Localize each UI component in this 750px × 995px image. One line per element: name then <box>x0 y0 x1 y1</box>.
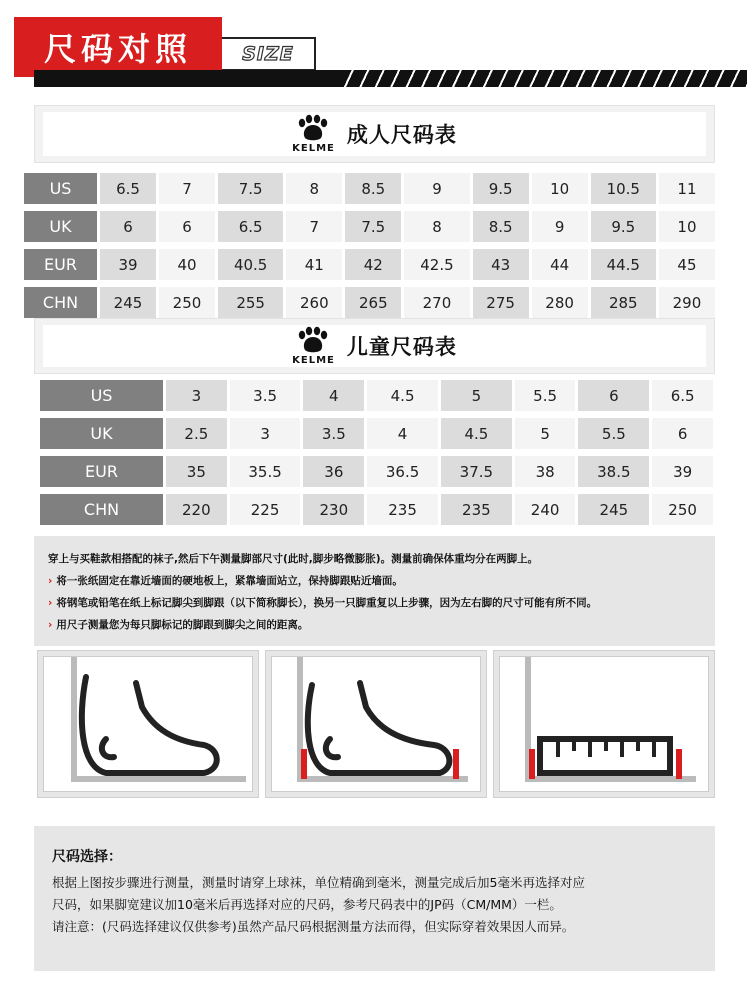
size-cell: 9.5 <box>473 173 529 204</box>
instruction-step: › 将一张纸固定在靠近墙面的硬地板上，紧靠墙面站立，保持脚跟贴近墙面。 <box>48 575 403 587</box>
size-cell: 235 <box>441 494 512 525</box>
kelme-logo <box>292 326 335 366</box>
kids-size-table <box>37 373 716 532</box>
size-cell: 220 <box>166 494 227 525</box>
kelme-logo <box>292 114 335 154</box>
row-label: EUR <box>40 456 163 487</box>
brand-name: KELME <box>292 143 335 154</box>
size-cell: 8.5 <box>473 211 529 242</box>
table-row <box>24 249 715 280</box>
table-row <box>40 494 713 525</box>
paw-icon <box>296 114 330 142</box>
size-cell: 9 <box>404 173 469 204</box>
size-cell: 3 <box>230 418 301 449</box>
size-label-box <box>222 37 316 71</box>
diagram-mark-foot <box>265 650 487 798</box>
size-cell: 41 <box>286 249 342 280</box>
size-cell: 8 <box>404 211 469 242</box>
table-row <box>24 173 715 204</box>
size-cell: 7.5 <box>218 173 283 204</box>
notes-line: 请注意：(尺码选择建议仅供参考)虽然产品尺码根据测量方法而得，但实际穿着效果因人而异。 <box>52 919 575 934</box>
size-cell: 45 <box>659 249 715 280</box>
header-stripe-bar <box>34 70 747 87</box>
adult-title: 成人尺码表 <box>346 123 457 147</box>
size-cell: 250 <box>159 287 215 318</box>
size-cell: 10 <box>659 211 715 242</box>
diagram-measure-ruler <box>493 650 715 798</box>
size-cell: 2.5 <box>166 418 227 449</box>
size-cell: 9 <box>532 211 588 242</box>
instruction-step: › 用尺子测量您为每只脚标记的脚跟到脚尖之间的距离。 <box>48 619 309 631</box>
size-cell: 3 <box>166 380 227 411</box>
size-cell: 6 <box>100 211 156 242</box>
size-cell: 6.5 <box>218 211 283 242</box>
header <box>0 0 750 95</box>
size-cell: 7 <box>286 211 342 242</box>
size-cell: 43 <box>473 249 529 280</box>
notes-title: 尺码选择： <box>52 849 122 865</box>
table-row <box>40 380 713 411</box>
size-cell: 270 <box>404 287 469 318</box>
size-cell: 245 <box>578 494 649 525</box>
table-row <box>24 287 715 318</box>
size-cell: 36.5 <box>367 456 438 487</box>
size-cell: 3.5 <box>230 380 301 411</box>
size-cell: 5 <box>515 418 576 449</box>
size-cell: 275 <box>473 287 529 318</box>
size-cell: 7.5 <box>345 211 401 242</box>
table-row <box>24 211 715 242</box>
row-label: UK <box>24 211 97 242</box>
kids-title-panel <box>34 318 715 374</box>
foot-icon <box>272 657 482 793</box>
size-cell: 6 <box>652 418 713 449</box>
size-cell: 3.5 <box>303 418 364 449</box>
ruler-icon <box>500 657 710 793</box>
size-cell: 9.5 <box>591 211 656 242</box>
size-cell: 10 <box>532 173 588 204</box>
size-cell: 250 <box>652 494 713 525</box>
chevron-right-icon: › <box>48 575 53 587</box>
row-label: CHN <box>40 494 163 525</box>
measure-instructions <box>34 536 715 646</box>
size-cell: 235 <box>367 494 438 525</box>
chevron-right-icon: › <box>48 619 53 631</box>
size-cell: 8 <box>286 173 342 204</box>
size-cell: 7 <box>159 173 215 204</box>
size-cell: 36 <box>303 456 364 487</box>
size-cell: 38 <box>515 456 576 487</box>
notes-line: 尺码，如果脚宽建议加10毫米后再选择对应的尺码，参考尺码表中的JP码（CM/MM）一栏。 <box>52 897 562 912</box>
size-cell: 44 <box>532 249 588 280</box>
table-row <box>40 418 713 449</box>
size-cell: 245 <box>100 287 156 318</box>
diagram-stand-against-wall <box>37 650 259 798</box>
row-label: EUR <box>24 249 97 280</box>
chevron-right-icon: › <box>48 597 53 609</box>
adult-title-panel <box>34 105 715 163</box>
size-cell: 4.5 <box>367 380 438 411</box>
table-row <box>40 456 713 487</box>
size-cell: 6.5 <box>652 380 713 411</box>
row-label: CHN <box>24 287 97 318</box>
instruction-step: › 将钢笔或铅笔在纸上标记脚尖到脚跟（以下简称脚长），换另一只脚重复以上步骤，因为左右脚的尺寸可能有所不同。 <box>48 597 598 609</box>
size-cell: 255 <box>218 287 283 318</box>
paw-icon <box>296 326 330 354</box>
size-cell: 230 <box>303 494 364 525</box>
foot-icon <box>44 657 254 793</box>
size-label: SIZE <box>242 43 294 65</box>
size-cell: 5 <box>441 380 512 411</box>
size-cell: 42 <box>345 249 401 280</box>
size-cell: 40.5 <box>218 249 283 280</box>
size-cell: 4 <box>367 418 438 449</box>
size-cell: 6.5 <box>100 173 156 204</box>
size-cell: 39 <box>652 456 713 487</box>
size-cell: 6 <box>578 380 649 411</box>
size-cell: 8.5 <box>345 173 401 204</box>
kids-title: 儿童尺码表 <box>346 335 457 359</box>
size-cell: 38.5 <box>578 456 649 487</box>
size-cell: 37.5 <box>441 456 512 487</box>
size-cell: 265 <box>345 287 401 318</box>
size-cell: 35 <box>166 456 227 487</box>
header-title: 尺码对照 <box>14 17 222 77</box>
row-label: UK <box>40 418 163 449</box>
size-cell: 11 <box>659 173 715 204</box>
row-label: US <box>40 380 163 411</box>
brand-name: KELME <box>292 355 335 366</box>
size-cell: 35.5 <box>230 456 301 487</box>
size-cell: 285 <box>591 287 656 318</box>
size-cell: 4 <box>303 380 364 411</box>
instructions-intro: 穿上与买鞋款相搭配的袜子,然后下午测量脚部尺寸(此时,脚步略微膨胀)。测量前确保体重均分在两脚上。 <box>48 553 539 565</box>
size-cell: 5.5 <box>578 418 649 449</box>
size-cell: 42.5 <box>404 249 469 280</box>
size-selection-notes <box>34 826 715 971</box>
size-cell: 280 <box>532 287 588 318</box>
adult-size-table <box>21 166 718 325</box>
size-cell: 225 <box>230 494 301 525</box>
notes-line: 根据上图按步骤进行测量，测量时请穿上球袜，单位精确到毫米，测量完成后加5毫米再选择对应 <box>52 875 585 890</box>
size-cell: 240 <box>515 494 576 525</box>
size-cell: 5.5 <box>515 380 576 411</box>
size-cell: 10.5 <box>591 173 656 204</box>
size-cell: 39 <box>100 249 156 280</box>
size-cell: 260 <box>286 287 342 318</box>
size-cell: 44.5 <box>591 249 656 280</box>
size-cell: 6 <box>159 211 215 242</box>
size-cell: 40 <box>159 249 215 280</box>
size-cell: 290 <box>659 287 715 318</box>
row-label: US <box>24 173 97 204</box>
size-cell: 4.5 <box>441 418 512 449</box>
